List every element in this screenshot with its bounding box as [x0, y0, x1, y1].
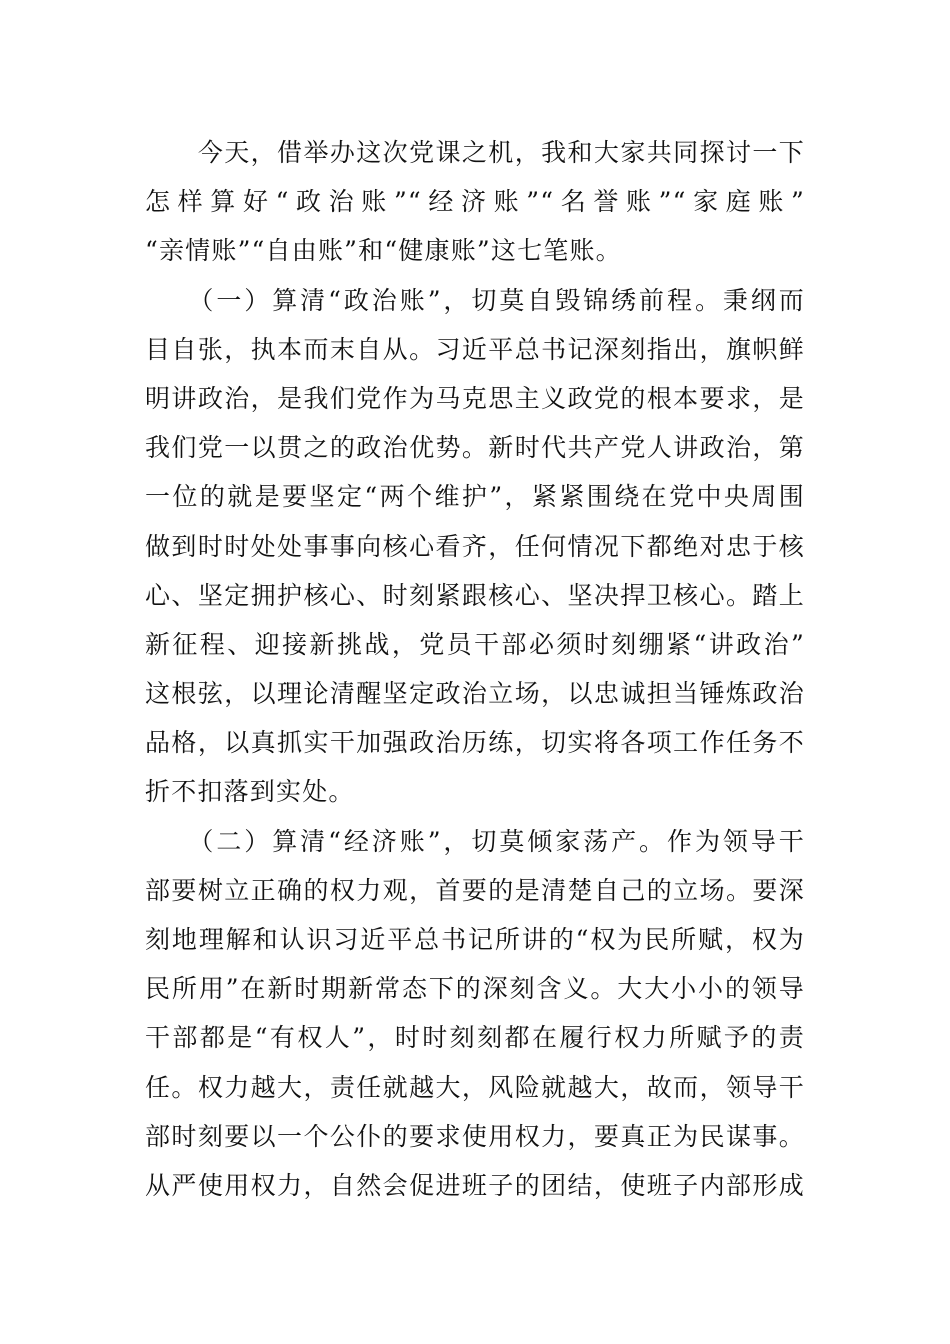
text-line: 从严使用权力，自然会促进班子的团结，使班子内部形成 [145, 1170, 805, 1200]
text-line: 新征程、迎接新挑战，党员干部必须时刻绷紧“讲政治” [145, 629, 805, 659]
paragraph-intro [145, 128, 805, 276]
text-line: 今天，借举办这次党课之机，我和大家共同探讨一下 [145, 138, 805, 167]
text-line: 任。权力越大，责任就越大，风险就越大，故而，领导干 [145, 1072, 805, 1102]
paragraph-section-2 [145, 817, 805, 1211]
text-line: 刻地理解和认识习近平总书记所讲的“权为民所赋，权为 [145, 925, 805, 954]
text-line: 干部都是“有权人”，时时刻刻都在履行权力所赋予的责 [145, 1023, 805, 1053]
text-line: 这根弦，以理论清醒坚定政治立场，以忠诚担当锤炼政治 [145, 679, 805, 709]
text-line: （一）算清“政治账”，切莫自毁锦绣前程。秉纲而 [145, 285, 805, 315]
text-line: 心、坚定拥护核心、时刻紧跟核心、坚决捍卫核心。踏上 [145, 580, 805, 610]
text-line: 做到时时处处事事向核心看齐，任何情况下都绝对忠于核 [145, 531, 805, 561]
text-line: “亲情账”“自由账”和“健康账”这七笔账。 [145, 236, 622, 266]
text-line: （二）算清“经济账”，切莫倾家荡产。作为领导干 [145, 826, 805, 856]
text-line: 品格，以真抓实干加强政治历练，切实将各项工作任务不 [145, 728, 805, 758]
text-line: 目自张，执本而末自从。习近平总书记深刻指出，旗帜鲜 [145, 334, 805, 364]
text-line: 部时刻要以一个公仆的要求使用权力，要真正为民谋事。 [145, 1121, 805, 1151]
text-line: 我们党一以贯之的政治优势。新时代共产党人讲政治，第 [145, 433, 805, 463]
text-line: 一位的就是要坚定“两个维护”，紧紧围绕在党中央周围 [145, 482, 805, 512]
text-line: 明讲政治，是我们党作为马克思主义政党的根本要求，是 [145, 383, 805, 413]
text-line: 民所用”在新时期新常态下的深刻含义。大大小小的领导 [145, 974, 805, 1004]
paragraph-section-1 [145, 276, 805, 817]
text-line: 折不扣落到实处。 [145, 777, 355, 807]
text-line: 怎样算好“政治账”“经济账”“名誉账”“家庭账” [145, 187, 805, 217]
text-line: 部要树立正确的权力观，首要的是清楚自己的立场。要深 [145, 875, 805, 905]
document-body [145, 128, 805, 1210]
